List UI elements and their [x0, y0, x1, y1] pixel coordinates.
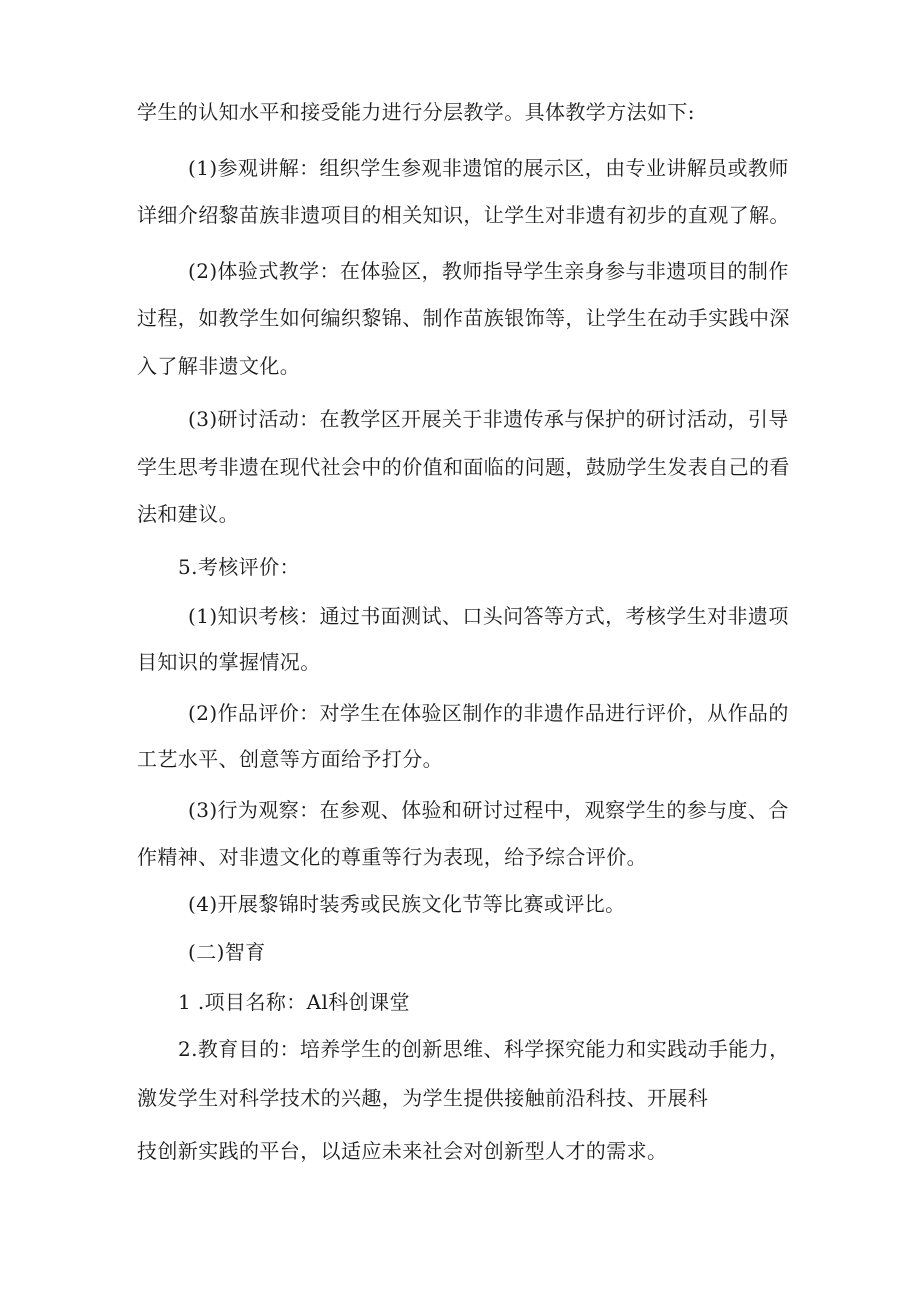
paragraph-line: 法和建议。	[137, 502, 239, 526]
section-heading-assessment: 5.考核评价：	[178, 555, 300, 579]
assessment-work-evaluation: (2)作品评价：对学生在体验区制作的非遗作品进行评价，从作品的	[188, 701, 789, 725]
paragraph-line: 入了解非遗文化。	[137, 354, 301, 378]
section-heading-intellectual: (二)智育	[188, 940, 266, 964]
paragraph-line: 过程，如教学生如何编织黎锦、制作苗族银饰等，让学生在动手实践中深	[137, 306, 790, 330]
paragraph-line: 作精神、对非遗文化的尊重等行为表现，给予综合评价。	[137, 845, 647, 869]
paragraph-line: 激发学生对科学技术的兴趣，为学生提供接触前沿科技、开展科	[137, 1086, 709, 1110]
method-experiential-teaching: (2)体验式教学：在体验区，教师指导学生亲身参与非遗项目的制作	[188, 259, 789, 283]
assessment-activities: (4)开展黎锦时装秀或民族文化节等比赛或评比。	[188, 892, 626, 916]
method-visit-explain: (1)参观讲解：组织学生参观非遗馆的展示区，由专业讲解员或教师	[188, 156, 789, 180]
paragraph-line: 学生思考非遗在现代社会中的价值和面临的问题，鼓励学生发表自己的看	[137, 455, 790, 479]
assessment-behavior-observation: (3)行为观察：在参观、体验和研讨过程中，观察学生的参与度、合	[188, 798, 789, 822]
paragraph-line: 学生的认知水平和接受能力进行分层教学。具体教学方法如下:	[137, 100, 695, 124]
education-goal: 2.教育目的：培养学生的创新思维、科学探究能力和实践动手能力，	[178, 1037, 790, 1061]
paragraph-line: 目知识的掌握情况。	[137, 650, 321, 674]
paragraph-line: 技创新实践的平台，以适应未来社会对创新型人才的需求。	[137, 1139, 668, 1163]
method-seminar: (3)研讨活动：在教学区开展关于非遗传承与保护的研讨活动，引导	[188, 407, 789, 431]
paragraph-line: 工艺水平、创意等方面给予打分。	[137, 747, 443, 771]
assessment-knowledge: (1)知识考核：通过书面测试、口头问答等方式，考核学生对非遗项	[188, 604, 789, 628]
paragraph-line: 详细介绍黎苗族非遗项目的相关知识，让学生对非遗有初步的直观了解。	[137, 203, 790, 227]
project-name: 1 .项目名称：Al科创课堂	[178, 990, 410, 1014]
